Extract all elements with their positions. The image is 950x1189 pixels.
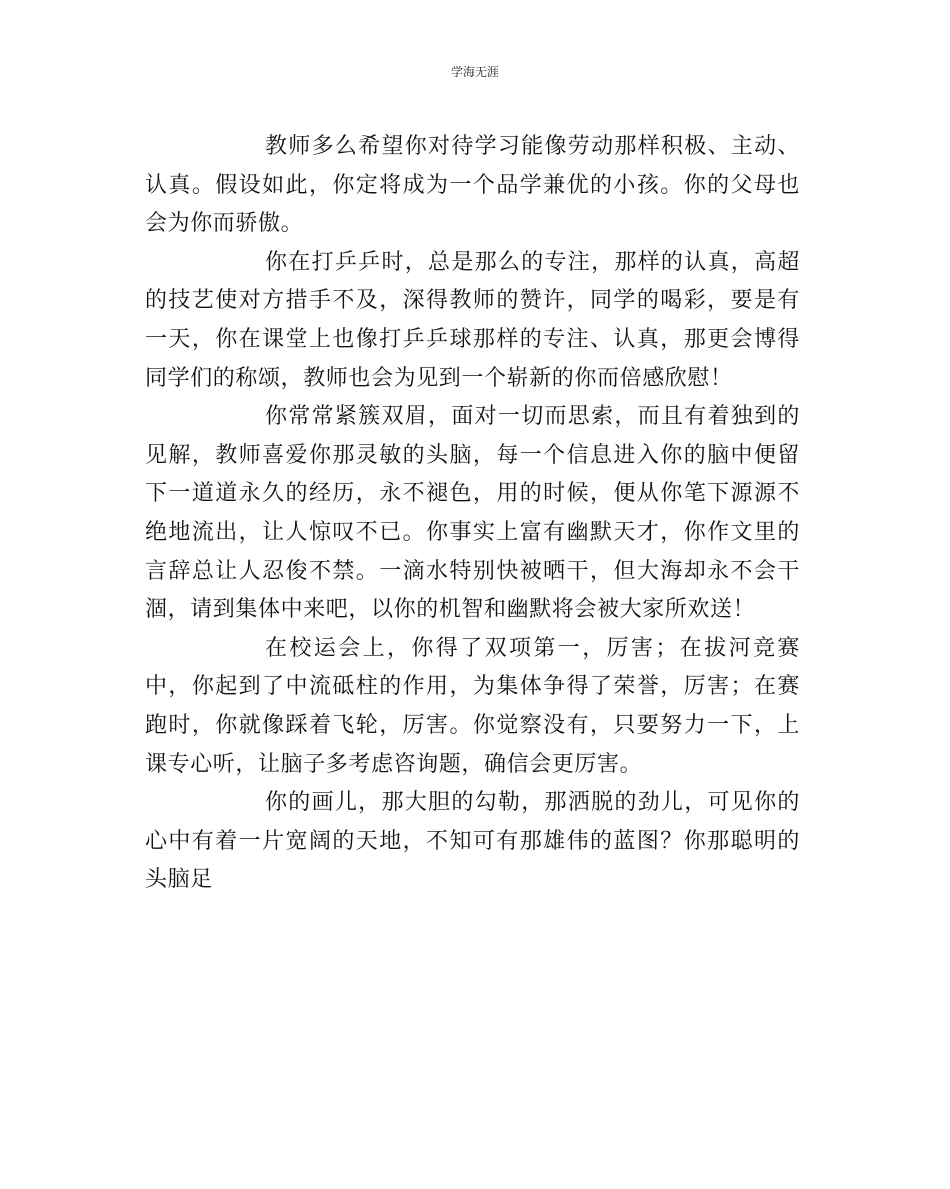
paragraph-3: 你常常紧簇双眉，面对一切而思索，而且有着独到的见解，教师喜爱你那灵敏的头脑，每一个信息进入你的脑中便留下一道道永久的经历，永不褪色，用的时候，便从你笔下源源不绝地流出，让人惊叹不已。你事实上富有幽默天才，你作文里的言辞总让人忍俊不禁。一滴水特别快被晒干，但大海却永不会干涸，请到集体中来吧，以你的机智和幽默将会被大家所欢送！: [145, 404, 800, 623]
paragraph-5: 你的画儿，那大胆的勾勒，那洒脱的劲儿，可见你的心中有着一片宽阔的天地，不知可有那雄伟的蓝图？你那聪明的头脑足: [145, 790, 800, 893]
paragraph-1: 教师多么希望你对待学习能像劳动那样积极、主动、认真。假设如此，你定将成为一个品学兼优的小孩。你的父母也会为你而骄傲。: [145, 134, 800, 237]
document-body: [145, 128, 800, 900]
page-header: 学海无涯: [450, 65, 499, 79]
paragraph-2: 你在打乒乒时，总是那么的专注，那样的认真，高超的技艺使对方措手不及，深得教师的赞许，同学的喝彩，要是有一天，你在课堂上也像打乒乒球那样的专注、认真，那更会博得同学们的称颂，教师也会为见到一个崭新的你而倍感欣慰！: [145, 249, 800, 391]
paragraph-4: 在校运会上，你得了双项第一，厉害；在拔河竞赛中，你起到了中流砥柱的作用，为集体争得了荣誉，厉害；在赛跑时，你就像踩着飞轮，厉害。你觉察没有，只要努力一下，上课专心听，让脑子多考虑咨询题，确信会更厉害。: [145, 635, 800, 777]
